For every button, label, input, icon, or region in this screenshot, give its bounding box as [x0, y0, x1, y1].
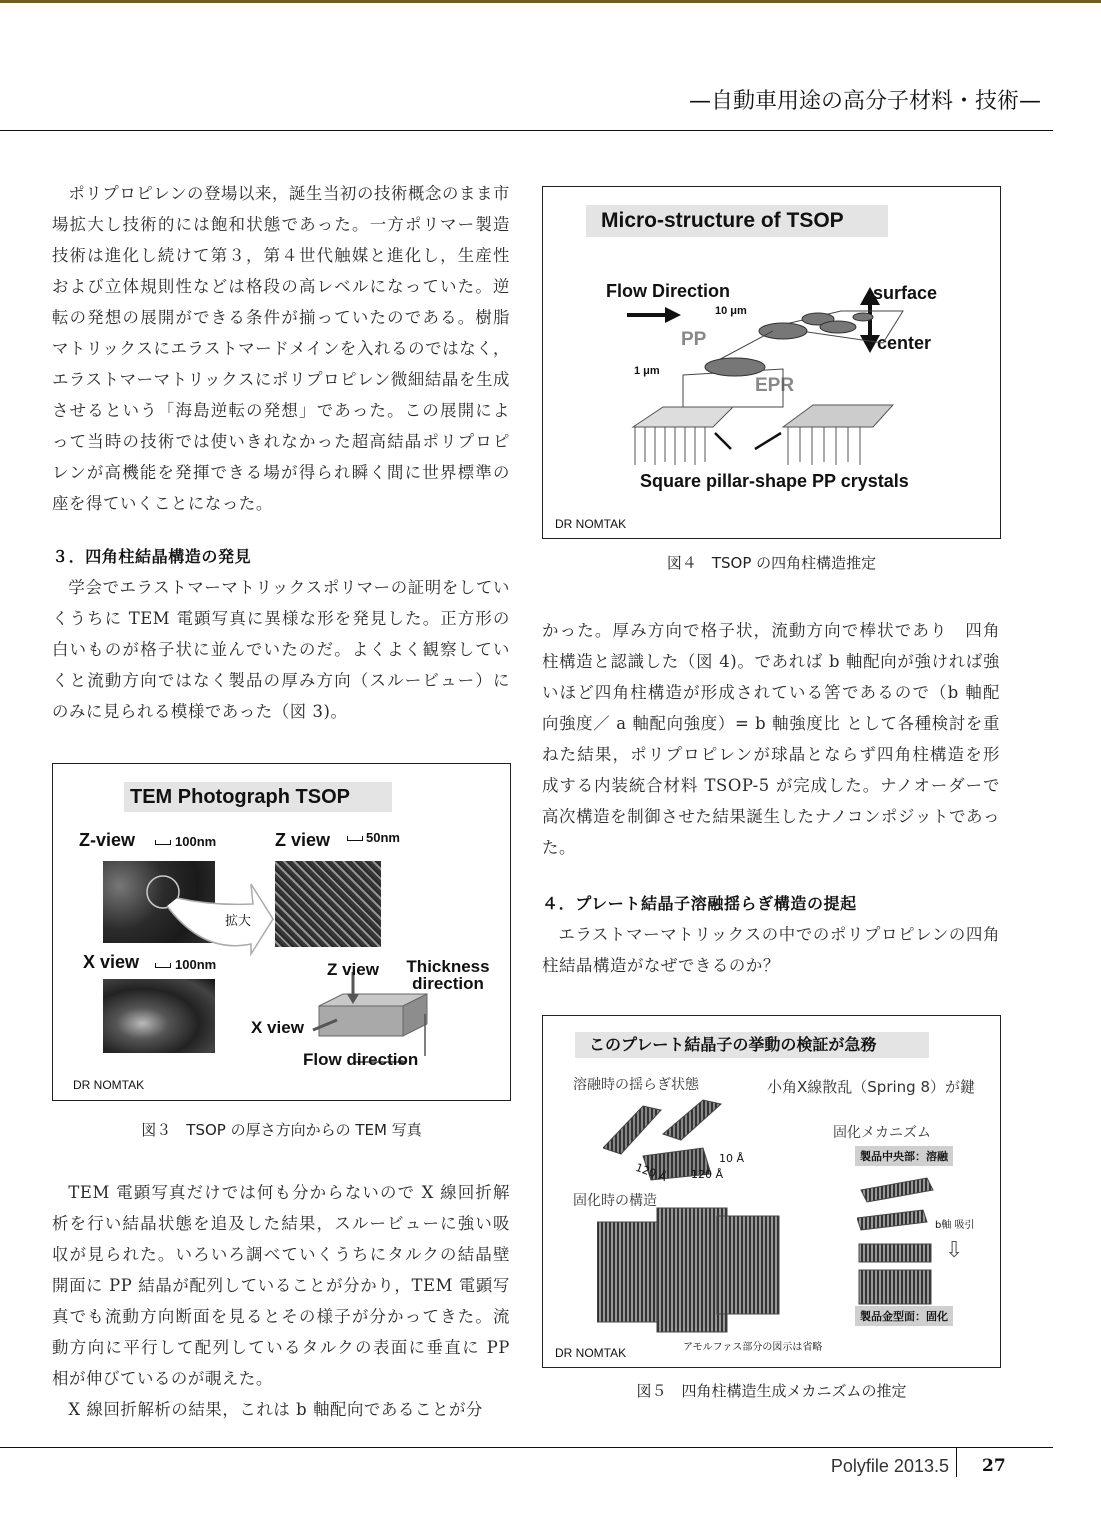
right-column-text [542, 615, 1000, 981]
tem-photo-x-view [103, 979, 215, 1053]
microstructure-diagram [623, 297, 923, 467]
figure-3 [52, 763, 511, 1101]
figure-3-caption: 図３ TSOP の厚さ方向からの TEM 写真 [141, 1121, 422, 1139]
dim-10a: 10 Å [719, 1152, 745, 1165]
left-column-bottom [52, 1177, 510, 1425]
square-pillar-label: Square pillar-shape PP crystals [640, 471, 909, 491]
x-view-scale: 100nm [155, 957, 216, 972]
b-axis-label: b軸 吸引 [935, 1220, 975, 1231]
mold-solid-tag: 製品金型面：固化 [855, 1306, 953, 1326]
amorphous-note: アモルファス部分の図示は省略 [683, 1342, 823, 1353]
figure-4 [542, 186, 1001, 539]
footer-rule [0, 1447, 1053, 1448]
running-header: —自動車用途の高分子材料・技術— [688, 89, 1041, 114]
center-melt-tag: 製品中央部：溶融 [855, 1146, 953, 1166]
publication-name: Polyfile 2013.5 [830, 1456, 949, 1476]
body-paragraph: 学会でエラストマーマトリックスポリマーの証明をしていくうちに TEM 電顕写真に異様な形を発見した。正方形の白いものが格子状に並んでいたのだ。よくよく観察していくと流動方向ではなく製品の厚み方向（スルービュー）にのみに見られる模様であった（図 3)。 [52, 578, 510, 721]
down-arrow-icon: ⇩ [945, 1238, 964, 1263]
scale-1um-label: 1 μm [634, 365, 660, 377]
body-paragraph: TEM 電顕写真だけでは何も分からないので X 線回折解析を行い結晶状態を追及した結果，スルービューに強い吸収が見られた。いろいろ調べていくうちにタルクの結晶壁開面に PP 結晶が配列していることが分かり，TEM 電顕写真でも流動方向断面を見るとその様子が分かってきた。流動方向に平行して配列しているタルクの表面に垂直に PP 相が伸びているのが覗えた。 [52, 1183, 510, 1388]
figure-3-title: TEM Photograph TSOP [124, 782, 392, 812]
solid-structure-label: 固化時の構造 [573, 1193, 657, 1209]
diagram-thickness-label: Thickness direction [406, 957, 490, 993]
figure-4-caption: 図４ TSOP の四角柱構造推定 [666, 554, 877, 572]
pp-label: PP [681, 329, 707, 350]
left-column-top [52, 178, 510, 727]
figure-4-credit: DR NOMTAK [555, 517, 627, 531]
x-view-label: X view [83, 952, 140, 972]
body-paragraph: ポリプロピレンの登場以来，誕生当初の技術概念のまま市場拡大し技術的には飽和状態であった。一方ポリマー製造技術は進化し続けて第３，第４世代触媒と進化し，生産性および立体規則性などは格段の高レベルになっていた。逆転の発想の展開ができる条件が揃っていたのである。樹脂マトリックスにエラストマードメインを入れるのではなく，エラストマーマトリックスにポリプロピレン微細結晶を生成させるという「海島逆転の発想」であった。この展開によって当時の技術では使いきれなかった超高結晶ポリプロピレンが高機能を発揮できる場が得られ瞬く間に世界標準の座を得ていくことになった。 [52, 184, 510, 513]
section-3-heading: ３．四角柱結晶構造の発見 [52, 547, 252, 566]
z-view2-label: Z view [275, 830, 331, 850]
surface-label: surface [873, 283, 938, 303]
page-number: 27 [982, 1456, 1006, 1476]
enlarge-arrow-icon [143, 864, 283, 964]
flow-direction-label: Flow Direction [606, 281, 731, 301]
figure-5-title: このプレート結晶子の挙動の検証が急務 [575, 1032, 929, 1058]
z-view2-scale: 50nm [347, 830, 400, 845]
enlarge-label: 拡大 [225, 914, 252, 929]
solid-plates-diagram [597, 1202, 797, 1338]
epr-label: EPR [755, 375, 795, 396]
diagram-x-view-label: X view [251, 1018, 304, 1037]
z-view-scale: 100nm [155, 834, 216, 849]
figure-3-credit: DR NOMTAK [73, 1078, 145, 1092]
scale-10um-label: 10 μm [715, 305, 747, 317]
melt-state-label: 溶融時の揺らぎ状態 [573, 1077, 699, 1093]
saxs-key-label: 小角X線散乱（Spring 8）が鍵 [767, 1078, 975, 1096]
dim-120a-1: 120 Å [633, 1160, 669, 1185]
center-label: center [877, 333, 932, 353]
body-paragraph: エラストマーマトリックスの中でのポリプロピレンの四角柱結晶構造がなぜできるのか？ [542, 925, 1000, 975]
stacking-plates-diagram [857, 1170, 937, 1310]
mechanism-label: 固化メカニズム [833, 1125, 931, 1141]
top-border [0, 0, 1101, 3]
figure-4-title: Micro-structure of TSOP [586, 205, 888, 237]
header-rule [0, 130, 1053, 131]
body-paragraph: X 線回折解析の結果，これは b 軸配向であることが分 [68, 1400, 483, 1419]
footer-separator [956, 1447, 957, 1477]
figure-5 [542, 1015, 1001, 1368]
diagram-flow-label: Flow direction [303, 1050, 419, 1069]
body-paragraph: かった。厚み方向で格子状，流動方向で棒状であり 四角柱構造と認識した（図 4)。であれば b 軸配向が強ければ強いほど四角柱構造が形成されている筈であるので（b 軸配向強度／ a 軸配向強度）= b 軸強度比 として各種検討を重ねた結果，ポリプロピレンが球晶とならず四角柱構造を形成する内装統合材料 TSOP-5 が完成した。ナノオーダーで高次構造を制御させた結果誕生したナノコンポジットであった。 [542, 621, 1000, 857]
z-view-label: Z-view [79, 830, 136, 850]
figure-5-credit: DR NOMTAK [555, 1346, 627, 1360]
section-4-heading: ４．プレート結晶子溶融揺らぎ構造の提起 [542, 894, 857, 913]
tem-photo-z-view-enlarged [275, 861, 381, 947]
dim-120a-2: 120 Å [691, 1168, 724, 1181]
figure-5-caption: 図５ 四角柱構造生成メカニズムの推定 [636, 1382, 907, 1400]
diagram-z-view-label: Z view [327, 960, 379, 979]
